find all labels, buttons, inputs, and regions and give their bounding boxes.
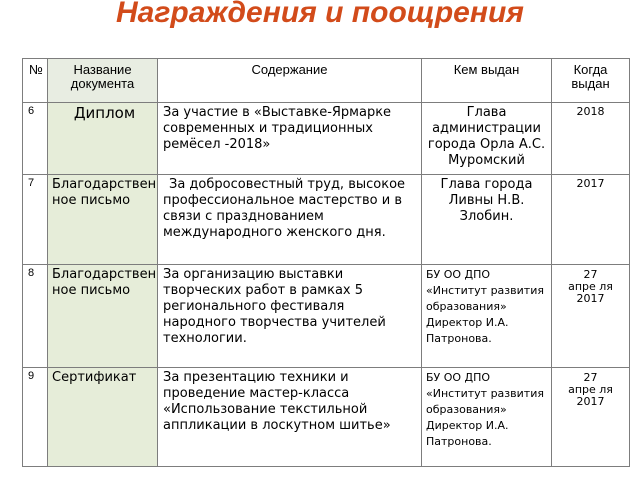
when-cell: 2018 bbox=[552, 103, 630, 175]
content-cell: За участие в «Выставке-Ярмарке современных и традиционных ремёсел -2018» bbox=[158, 103, 422, 175]
doc-name-cell: Сертификат bbox=[48, 368, 158, 467]
table-row bbox=[23, 175, 630, 265]
row-num-cell: 7 bbox=[23, 175, 48, 265]
when-cell: 27 апре ля 2017 bbox=[552, 265, 630, 368]
doc-name-cell: Благодарственное письмо bbox=[48, 175, 158, 265]
table-row bbox=[23, 265, 630, 368]
header-doc-name: Название документа bbox=[48, 59, 158, 103]
when-cell: 27 апре ля 2017 bbox=[552, 368, 630, 467]
table-header-row bbox=[23, 59, 630, 103]
issuer-cell: БУ ОО ДПО «Институт развития образования» Директор И.А. Патронова. bbox=[422, 368, 552, 467]
issuer-cell: БУ ОО ДПО «Институт развития образования» Директор И.А. Патронова. bbox=[422, 265, 552, 368]
row-num-cell: 9 bbox=[23, 368, 48, 467]
when-cell: 2017 bbox=[552, 175, 630, 265]
table-row bbox=[23, 103, 630, 175]
header-issuer: Кем выдан bbox=[422, 59, 552, 103]
issuer-cell: Глава города Ливны Н.В. Злобин. bbox=[422, 175, 552, 265]
content-cell: За организацию выставки творческих работ в рамках 5 регионального фестиваля народного творчества учителей технологии. bbox=[158, 265, 422, 368]
awards-table bbox=[22, 58, 630, 467]
table-row bbox=[23, 368, 630, 467]
content-cell: За презентацию техники и проведение мастер-класса «Использование текстильной аппликации в лоскутном шитье» bbox=[158, 368, 422, 467]
doc-name-cell: Благодарственное письмо bbox=[48, 265, 158, 368]
header-content: Содержание bbox=[158, 59, 422, 103]
awards-table-container bbox=[22, 58, 629, 466]
content-cell: За добросовестный труд, высокое профессиональное мастерство и в связи с празднованием международного женского дня. bbox=[158, 175, 422, 265]
row-num-cell: 8 bbox=[23, 265, 48, 368]
page-title: Награждения и поощрения bbox=[116, 0, 524, 29]
header-num: № bbox=[23, 59, 48, 103]
issuer-cell: Глава администрации города Орла А.С. Муромский bbox=[422, 103, 552, 175]
row-num-cell: 6 bbox=[23, 103, 48, 175]
doc-name-cell: Диплом bbox=[48, 103, 158, 175]
header-when: Когда выдан bbox=[552, 59, 630, 103]
